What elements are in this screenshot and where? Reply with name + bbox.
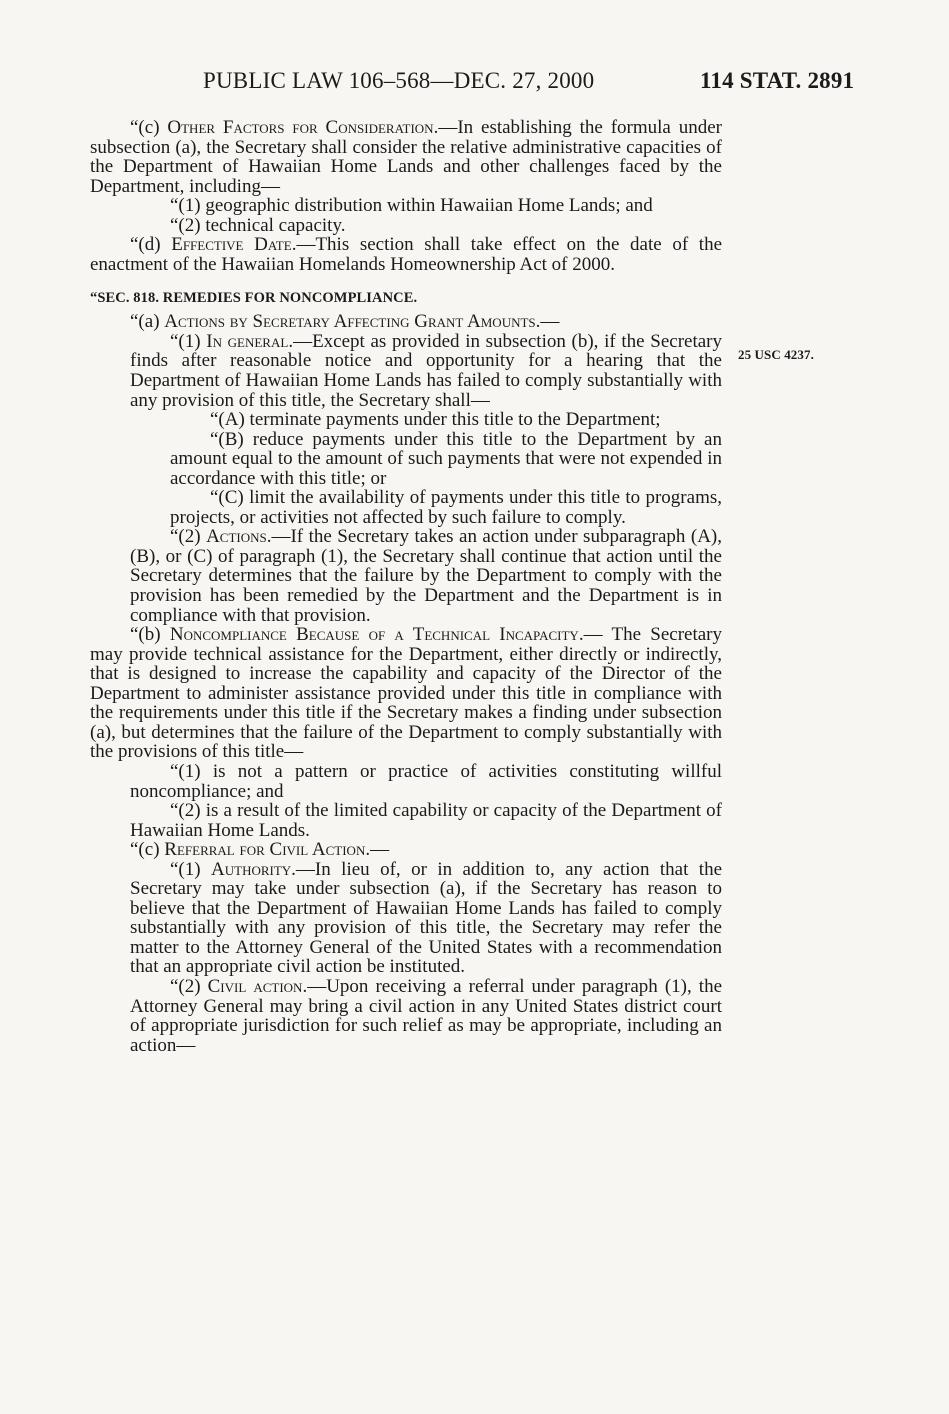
- subsection-a-heading: “(a) Actions by Secretary Affecting Grant Amounts.—: [130, 311, 560, 333]
- section-heading: “SEC. 818. REMEDIES FOR NONCOMPLIANCE.: [90, 290, 418, 307]
- subsection-b-technical-incapacity: “(b) Noncompliance Because of a Technical Incapacity.— The Secretary may provide technical assistance for the Department, either directly or indirectly, that is designed to increase the capability and capacity of the Director of the Department to administer assistance provided under this title in compliance with the requirements under this title if the Secretary makes a finding under subsection (a), but determines that the failure of the Department to comply substantially with the provisions of this title—: [90, 624, 722, 763]
- paragraph-a1: “(1) In general.—Except as provided in subsection (b), if the Secretary finds after reasonable notice and opportunity for a hearing that the Department of Hawaiian Home Lands has failed to comply substantially with any provision of this title, the Secretary shall—: [130, 330, 722, 411]
- subsection-heading: Other Factors for Consideration: [167, 117, 434, 138]
- subparagraph-a1B: “(B) reduce payments under this title to the Department by an amount equal to the amount of such payments that were not expended in accordance with this title; or: [170, 428, 722, 489]
- subparagraph-a1C: “(C) limit the availability of payments under this title to programs, projects, or activities not affected by such failure to comply.: [170, 487, 722, 528]
- paragraph-b2: “(2) is a result of the limited capability or capacity of the Department of Hawaiian Home Lands.: [130, 800, 722, 841]
- paragraph-c1: “(1) geographic distribution within Hawaiian Home Lands; and: [170, 195, 653, 217]
- paragraph-c-referral-1: “(1) Authority.—In lieu of, or in addition to, any action that the Secretary may take under subsection (a), if the Secretary has reason to believe that the Department of Hawaiian Home Lands has failed to comply substantially with any provision of this title, the Secretary may refer the matter to the Attorney General of the United States with a recommendation that an appropriate civil action be instituted.: [130, 858, 722, 978]
- paragraph-heading: Authority: [211, 858, 292, 880]
- body-text: [90, 118, 722, 1055]
- paragraph-b1: “(1) is not a pattern or practice of activities constituting willful noncompliance; and: [130, 760, 722, 802]
- subsection-heading: Noncompliance Because of a Technical Incapacity: [169, 624, 579, 646]
- subsection-heading: Referral for Civil Action: [164, 839, 366, 861]
- running-head: PUBLIC LAW 106–568—DEC. 27, 2000: [203, 68, 595, 93]
- paragraph-heading: Civil action: [207, 975, 303, 997]
- paragraph-c-referral-2: “(2) Civil action.—Upon receiving a referral under paragraph (1), the Attorney General may bring a civil action in any United States district court of appropriate jurisdiction for such relief as may be appropriate, including an action—: [130, 975, 722, 1056]
- statute-page-number: 114 STAT. 2891: [700, 68, 855, 93]
- subsection-d-effective-date: “(d) Effective Date.—This section shall take effect on the date of the enactment of the Hawaiian Homelands Homeownership Act of 2000.: [90, 234, 722, 275]
- paragraph-c2: “(2) technical capacity.: [170, 214, 346, 236]
- subsection-c-referral: “(c) Referral for Civil Action.—: [130, 839, 390, 861]
- paragraph-a2: “(2) Actions.—If the Secretary takes an action under subparagraph (A), (B), or (C) of paragraph (1), the Secretary shall continue that action until the Secretary determines that the failure by the Department to comply with the provision has been remedied by the Department and the Department is in compliance with that provision.: [130, 526, 722, 626]
- paragraph-heading: In general: [206, 330, 289, 352]
- paragraph-heading: Actions: [206, 526, 267, 548]
- subsection-c-other-factors: “(c) Other Factors for Consideration.—In establishing the formula under subsection (a), the Secretary shall consider the relative administrative capacities of the Department of Hawaiian Home Lands and other challenges faced by the Department, including—: [90, 117, 722, 197]
- page-header: [0, 68, 949, 98]
- subsection-heading: Effective Date: [171, 234, 292, 256]
- subsection-heading: Actions by Secretary Affecting Grant Amounts: [164, 311, 536, 333]
- margin-citation: 25 USC 4237.: [738, 347, 814, 362]
- subparagraph-a1A: “(A) terminate payments under this title to the Department;: [210, 409, 661, 431]
